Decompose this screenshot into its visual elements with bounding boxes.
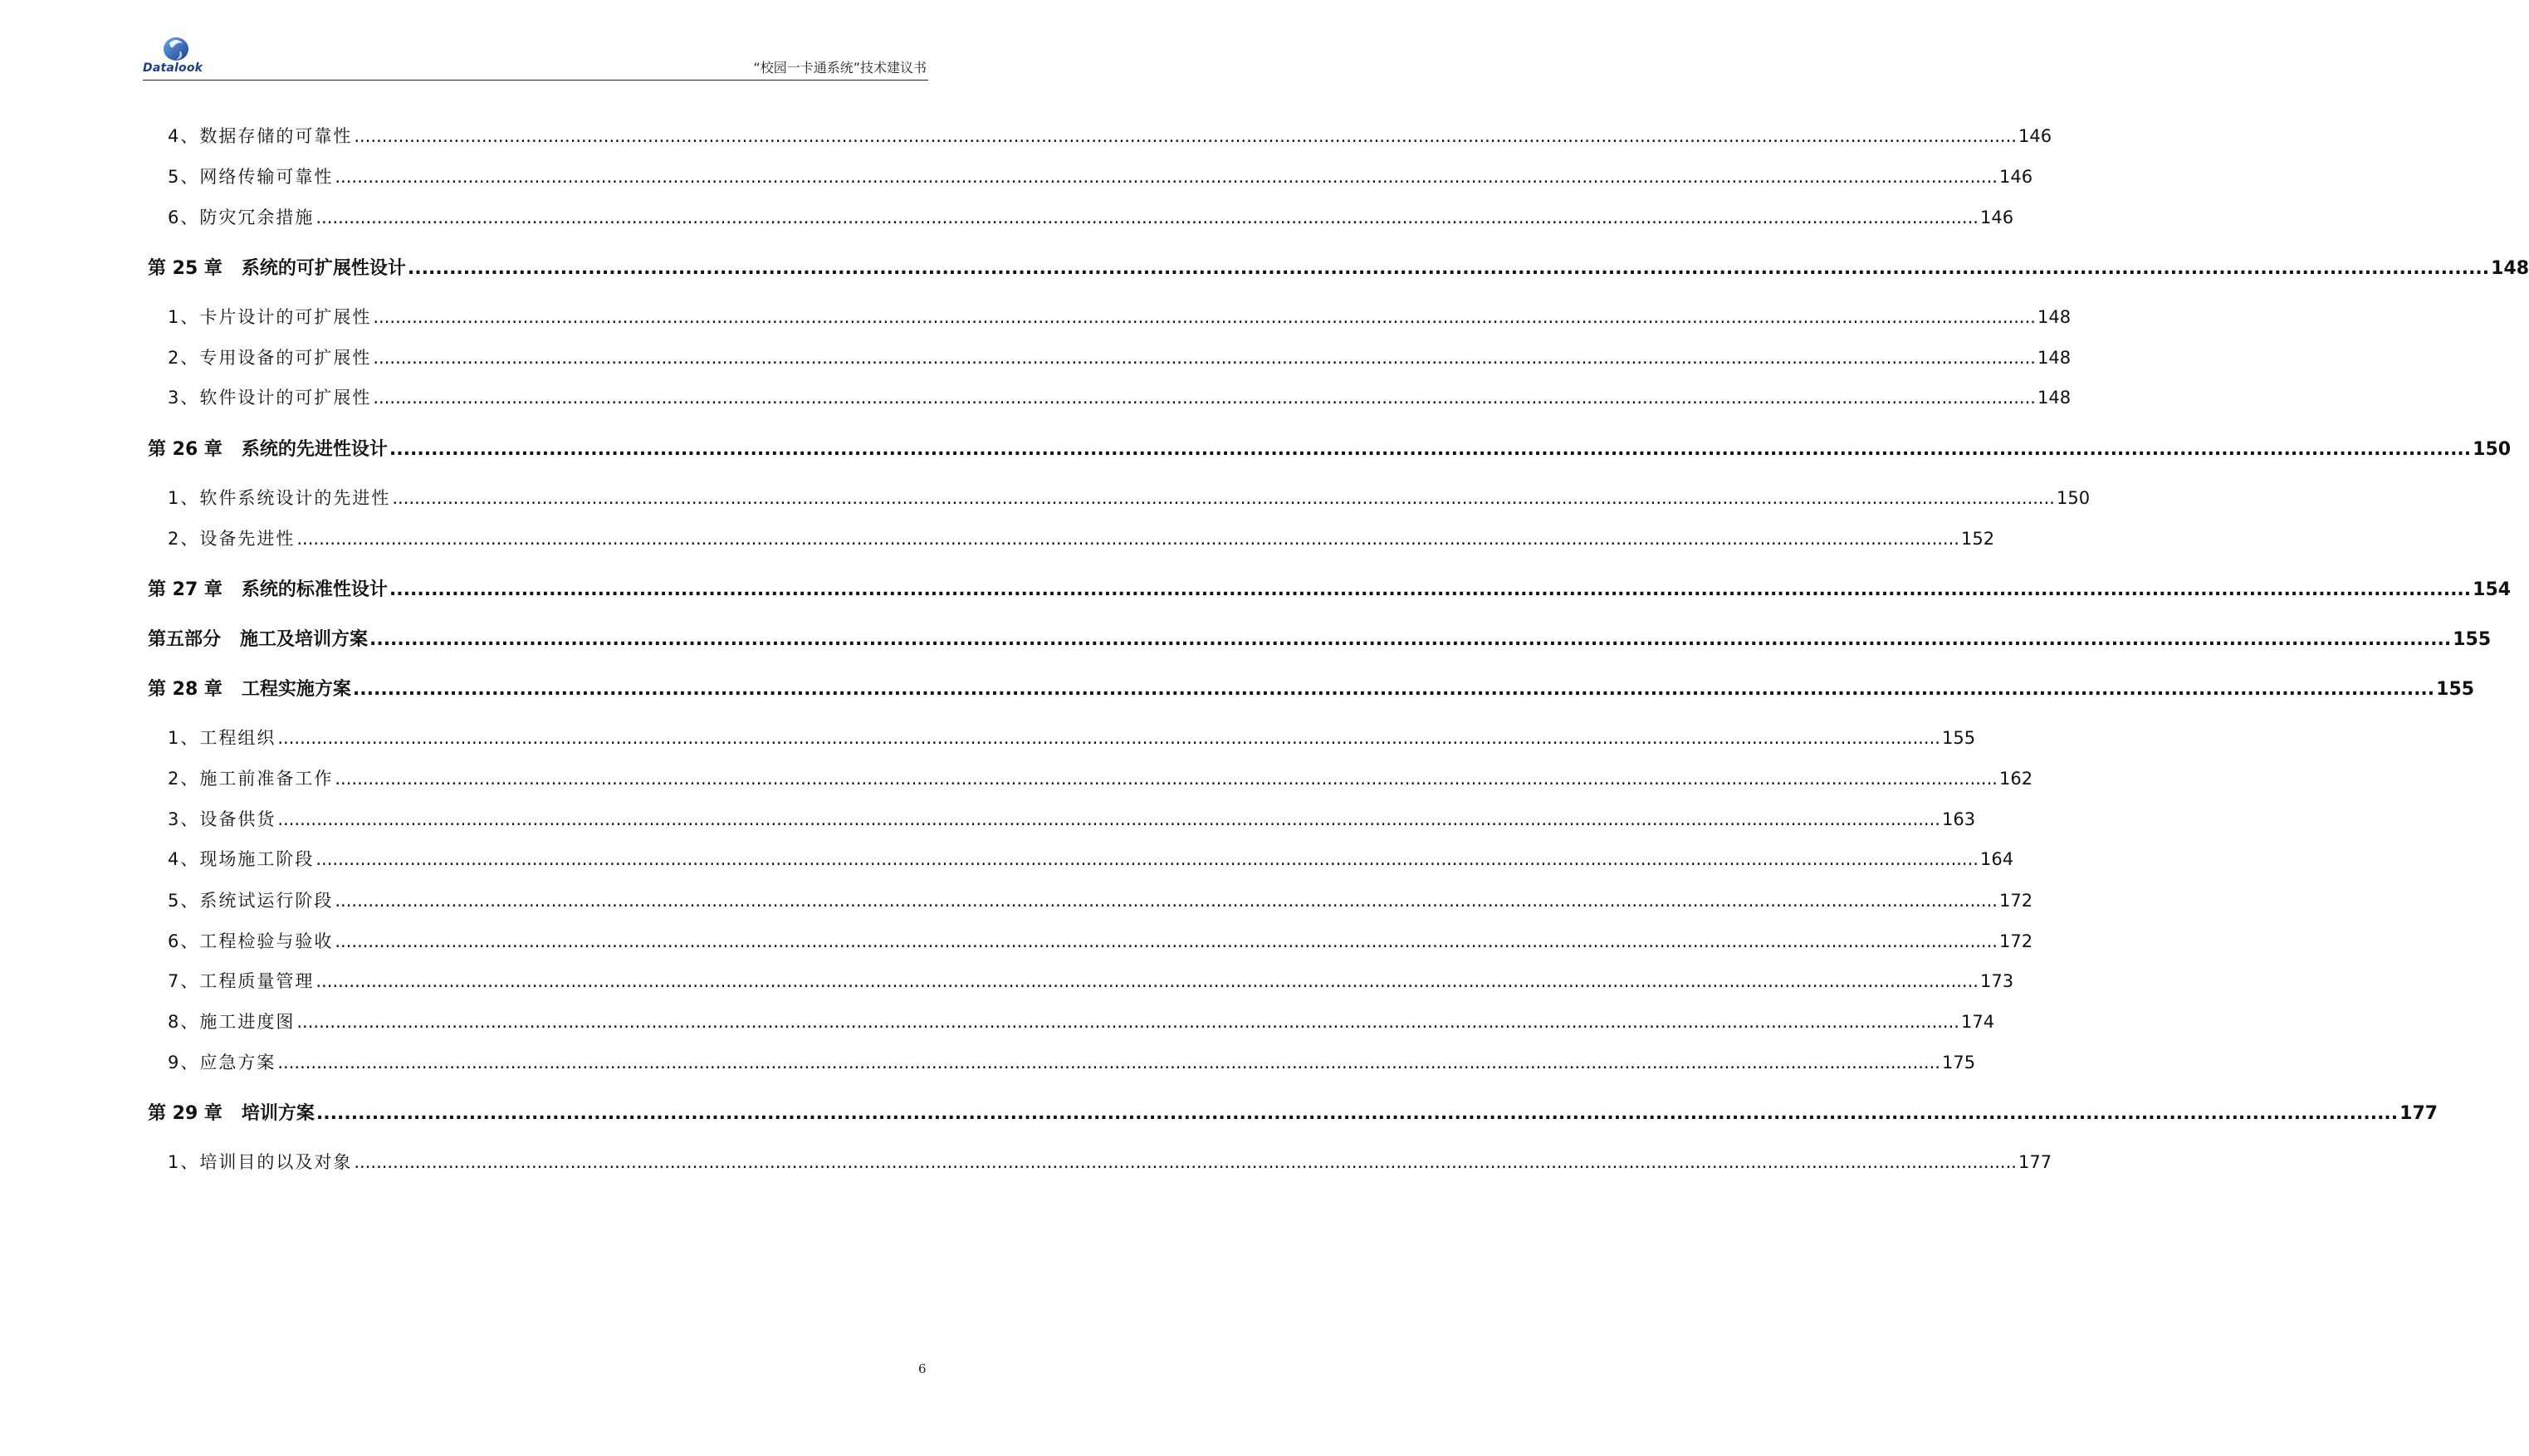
toc-entry-page: 146 (1998, 167, 2033, 187)
toc-entry-page: 148 (2037, 307, 2072, 327)
toc-entry-label: 6、工程检验与验收 (168, 931, 334, 951)
toc-leader-dots: ............................................................................................................................................................................................................................................................................................................ (296, 1012, 1959, 1032)
toc-chapter-entry[interactable] (148, 675, 2475, 703)
toc-leader-dots: ............................................................................................................................................................................................................................................................................................................ (354, 126, 2017, 146)
toc-entry-label: 4、数据存储的可靠性 (168, 126, 353, 146)
toc-section-entry[interactable] (148, 846, 2014, 874)
toc-chapter-entry[interactable] (148, 625, 2492, 653)
toc-entry-page: 152 (1960, 529, 1995, 549)
toc-entry-label: 1、软件系统设计的先进性 (168, 488, 391, 508)
page-header (143, 32, 928, 81)
toc-leader-dots: ............................................................................................................................................................................................................................................................................................................ (335, 891, 1998, 911)
toc-entry-label: 4、现场施工阶段 (168, 849, 315, 869)
toc-entry-page: 162 (1998, 769, 2033, 789)
toc-leader-dots: ............................................................................................................................................................................................................................................................................................................ (335, 769, 1998, 789)
toc-entry-page: 177 (2399, 1103, 2439, 1124)
toc-entry-page: 146 (2018, 126, 2052, 146)
toc-leader-dots: ............................................................................................................................................................................................................................................................................................................ (316, 208, 1979, 227)
toc-entry-page: 150 (2473, 439, 2512, 460)
toc-chapter-entry[interactable] (148, 1099, 2439, 1127)
toc-leader-dots: ............................................................................................................................................................................................................................................................................................................ (316, 1103, 2399, 1124)
datalook-logo (143, 32, 218, 78)
toc-section-entry[interactable] (148, 344, 2072, 373)
toc-section-entry[interactable] (148, 164, 2033, 192)
toc-leader-dots: ............................................................................................................................................................................................................................................................................................................ (354, 1152, 2017, 1172)
toc-leader-dots: ............................................................................................................................................................................................................................................................................................................ (316, 971, 1979, 991)
toc-entry-label: 第 27 章 系统的标准性设计 (148, 579, 388, 600)
toc-entry-label: 3、软件设计的可扩展性 (168, 388, 372, 408)
toc-leader-dots: ............................................................................................................................................................................................................................................................................................................ (373, 307, 2036, 327)
toc-entry-page: 173 (1979, 971, 2014, 991)
toc-leader-dots: ............................................................................................................................................................................................................................................................................................................ (389, 439, 2472, 460)
toc-section-entry[interactable] (148, 887, 2033, 916)
toc-leader-dots: ............................................................................................................................................................................................................................................................................................................ (277, 728, 1940, 748)
toc-entry-label: 7、工程质量管理 (168, 971, 315, 991)
toc-leader-dots: ............................................................................................................................................................................................................................................................................................................ (335, 931, 1998, 951)
logo-mark-icon (159, 35, 193, 63)
toc-section-entry[interactable] (148, 806, 1976, 834)
toc-entry-page: 155 (2453, 629, 2492, 650)
toc-entry-page: 177 (2018, 1152, 2052, 1172)
toc-entry-page: 150 (2056, 488, 2091, 508)
document-title: “校园一卡通系统”技术建议书 (753, 60, 927, 76)
toc-leader-dots: ............................................................................................................................................................................................................................................................................................................ (373, 348, 2036, 368)
toc-entry-page: 148 (2491, 258, 2529, 279)
toc-leader-dots: ............................................................................................................................................................................................................................................................................................................ (296, 529, 1959, 549)
toc-entry-page: 148 (2037, 348, 2072, 368)
toc-entry-page: 175 (1941, 1053, 1976, 1072)
toc-entry-label: 6、防灾冗余措施 (168, 208, 315, 227)
toc-entry-label: 1、工程组织 (168, 728, 276, 748)
toc-section-entry[interactable] (148, 123, 2052, 151)
toc-entry-label: 5、网络传输可靠性 (168, 167, 334, 187)
toc-leader-dots: ............................................................................................................................................................................................................................................................................................................ (392, 488, 2055, 508)
toc-leader-dots: ............................................................................................................................................................................................................................................................................................................ (316, 849, 1979, 869)
toc-section-entry[interactable] (148, 485, 2091, 513)
toc-entry-label: 2、设备先进性 (168, 529, 296, 549)
toc-entry-label: 第 26 章 系统的先进性设计 (148, 439, 388, 460)
toc-entry-page: 174 (1960, 1012, 1995, 1032)
toc-leader-dots: ............................................................................................................................................................................................................................................................................................................ (389, 579, 2472, 600)
toc-entry-label: 5、系统试运行阶段 (168, 891, 334, 911)
toc-entry-label: 2、施工前准备工作 (168, 769, 334, 789)
page-number: 6 (918, 1361, 927, 1376)
toc-leader-dots: ............................................................................................................................................................................................................................................................................................................ (352, 679, 2435, 700)
toc-entry-page: 172 (1998, 891, 2033, 911)
toc-section-entry[interactable] (148, 204, 2014, 232)
toc-entry-label: 3、设备供货 (168, 809, 276, 829)
toc-section-entry[interactable] (148, 1009, 1995, 1037)
logo-text: Datalook (143, 61, 203, 75)
toc-entry-page: 146 (1979, 208, 2014, 227)
toc-entry-label: 2、专用设备的可扩展性 (168, 348, 372, 368)
toc-chapter-entry[interactable] (148, 435, 2512, 463)
toc-entry-label: 第 28 章 工程实施方案 (148, 679, 351, 700)
toc-entry-page: 164 (1979, 849, 2014, 869)
toc-section-entry[interactable] (148, 968, 2014, 996)
toc-entry-label: 第 29 章 培训方案 (148, 1103, 315, 1124)
toc-entry-label: 1、卡片设计的可扩展性 (168, 307, 372, 327)
toc-leader-dots: ............................................................................................................................................................................................................................................................................................................ (407, 258, 2490, 279)
toc-entry-label: 9、应急方案 (168, 1053, 276, 1072)
toc-entry-page: 154 (2473, 579, 2512, 600)
toc-entry-page: 172 (1998, 931, 2033, 951)
toc-section-entry[interactable] (148, 725, 1976, 753)
toc-leader-dots: ............................................................................................................................................................................................................................................................................................................ (277, 809, 1940, 829)
toc-entry-page: 148 (2037, 388, 2072, 408)
toc-section-entry[interactable] (148, 928, 2033, 956)
toc-leader-dots: ............................................................................................................................................................................................................................................................................................................ (373, 388, 2036, 408)
toc-leader-dots: ............................................................................................................................................................................................................................................................................................................ (335, 167, 1998, 187)
toc-entry-page: 155 (2436, 679, 2475, 700)
toc-leader-dots: ............................................................................................................................................................................................................................................................................................................ (277, 1053, 1940, 1072)
toc-entry-page: 155 (1941, 728, 1976, 748)
toc-section-entry[interactable] (148, 765, 2033, 794)
toc-chapter-entry[interactable] (148, 254, 2529, 282)
toc-chapter-entry[interactable] (148, 575, 2512, 603)
toc-section-entry[interactable] (148, 384, 2072, 413)
toc-section-entry[interactable] (148, 304, 2072, 332)
toc-entry-label: 8、施工进度图 (168, 1012, 296, 1032)
toc-section-entry[interactable] (148, 525, 1995, 554)
toc-section-entry[interactable] (148, 1049, 1976, 1077)
toc-leader-dots: ............................................................................................................................................................................................................................................................................................................ (369, 629, 2452, 650)
toc-section-entry[interactable] (148, 1149, 2052, 1177)
toc-entry-label: 第五部分 施工及培训方案 (148, 629, 368, 650)
toc-entry-label: 1、培训目的以及对象 (168, 1152, 353, 1172)
toc-entry-page: 163 (1941, 809, 1976, 829)
toc-entry-label: 第 25 章 系统的可扩展性设计 (148, 258, 406, 279)
